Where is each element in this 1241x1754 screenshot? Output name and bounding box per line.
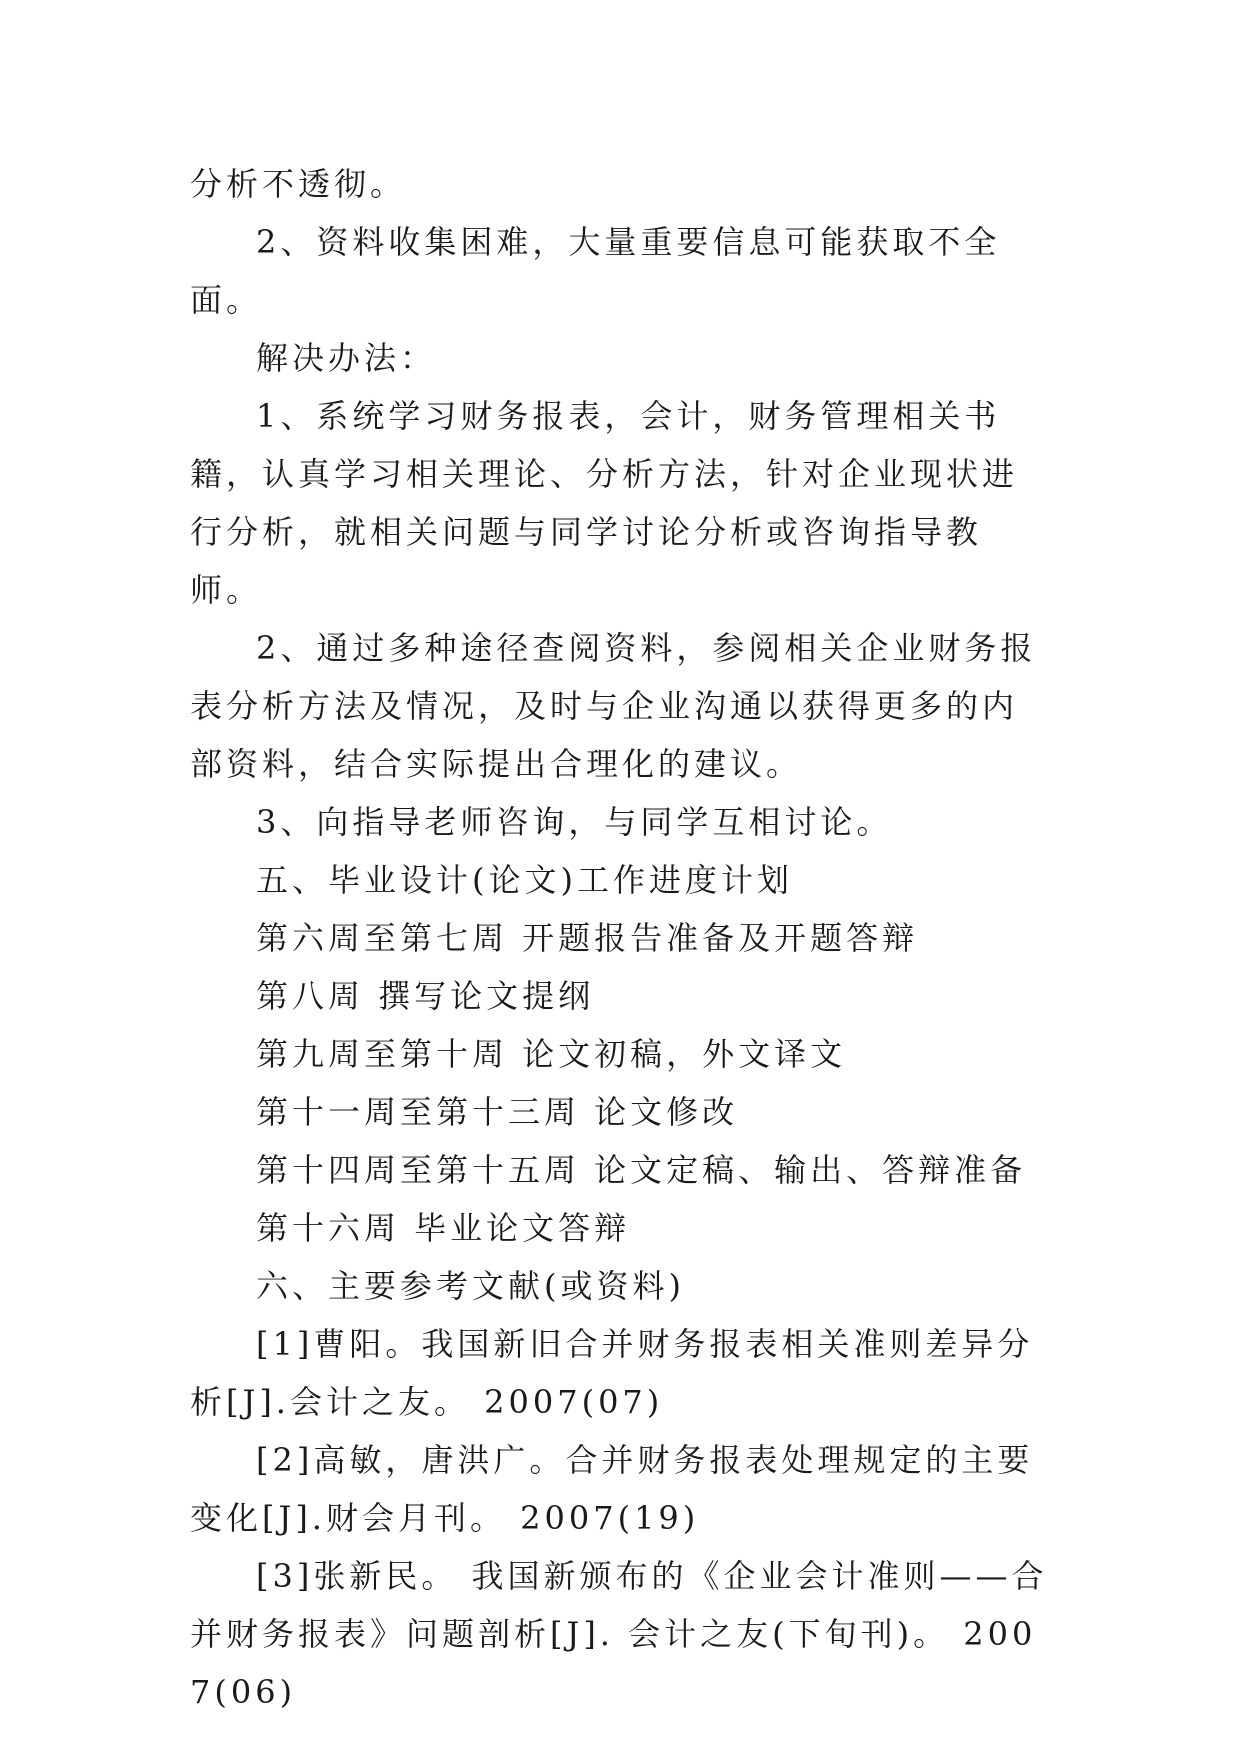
section-heading: 五、毕业设计(论文)工作进度计划 bbox=[256, 861, 793, 899]
reference-item: [1]曹阳。我国新旧合并财务报表相关准则差异分析[J].会计之友。 2007(07) bbox=[190, 1325, 1034, 1421]
schedule-item: 第九周至第十周 论文初稿，外文译文 bbox=[256, 1035, 847, 1073]
paragraph: 解决办法： bbox=[256, 339, 437, 377]
paragraph: 1、系统学习财务报表，会计，财务管理相关书籍，认真学习相关理论、分析方法，针对企业现状进行分析，就相关问题与同学讨论分析或咨询指导教师。 bbox=[190, 397, 1019, 609]
schedule-item: 第八周 撰写论文提纲 bbox=[256, 977, 595, 1015]
paragraph: 3、向指导老师咨询，与同学互相讨论。 bbox=[256, 803, 893, 841]
paragraph: 2、资料收集困难，大量重要信息可能获取不全面。 bbox=[190, 223, 1001, 319]
reference-item: [2]高敏，唐洪广。合并财务报表处理规定的主要变化[J].财会月刊。 2007(19) bbox=[190, 1441, 1034, 1537]
section-heading: 六、主要参考文献(或资料) bbox=[256, 1267, 685, 1305]
document-body bbox=[190, 155, 1050, 1721]
paragraph: 2、通过多种途径查阅资料，参阅相关企业财务报表分析方法及情况，及时与企业沟通以获得更多的内部资料，结合实际提出合理化的建议。 bbox=[190, 629, 1037, 783]
schedule-item: 第十四周至第十五周 论文定稿、输出、答辩准备 bbox=[256, 1151, 1027, 1189]
paragraph: 分析不透彻。 bbox=[190, 165, 407, 203]
schedule-item: 第十一周至第十三周 论文修改 bbox=[256, 1093, 739, 1131]
schedule-item: 第六周至第七周 开题报告准备及开题答辩 bbox=[256, 919, 919, 957]
schedule-item: 第十六周 毕业论文答辩 bbox=[256, 1209, 631, 1247]
reference-item: [3]张新民。 我国新颁布的《企业会计准则——合并财务报表》问题剖析[J]. 会计之友(下旬刊)。 2007(06) bbox=[190, 1557, 1048, 1711]
